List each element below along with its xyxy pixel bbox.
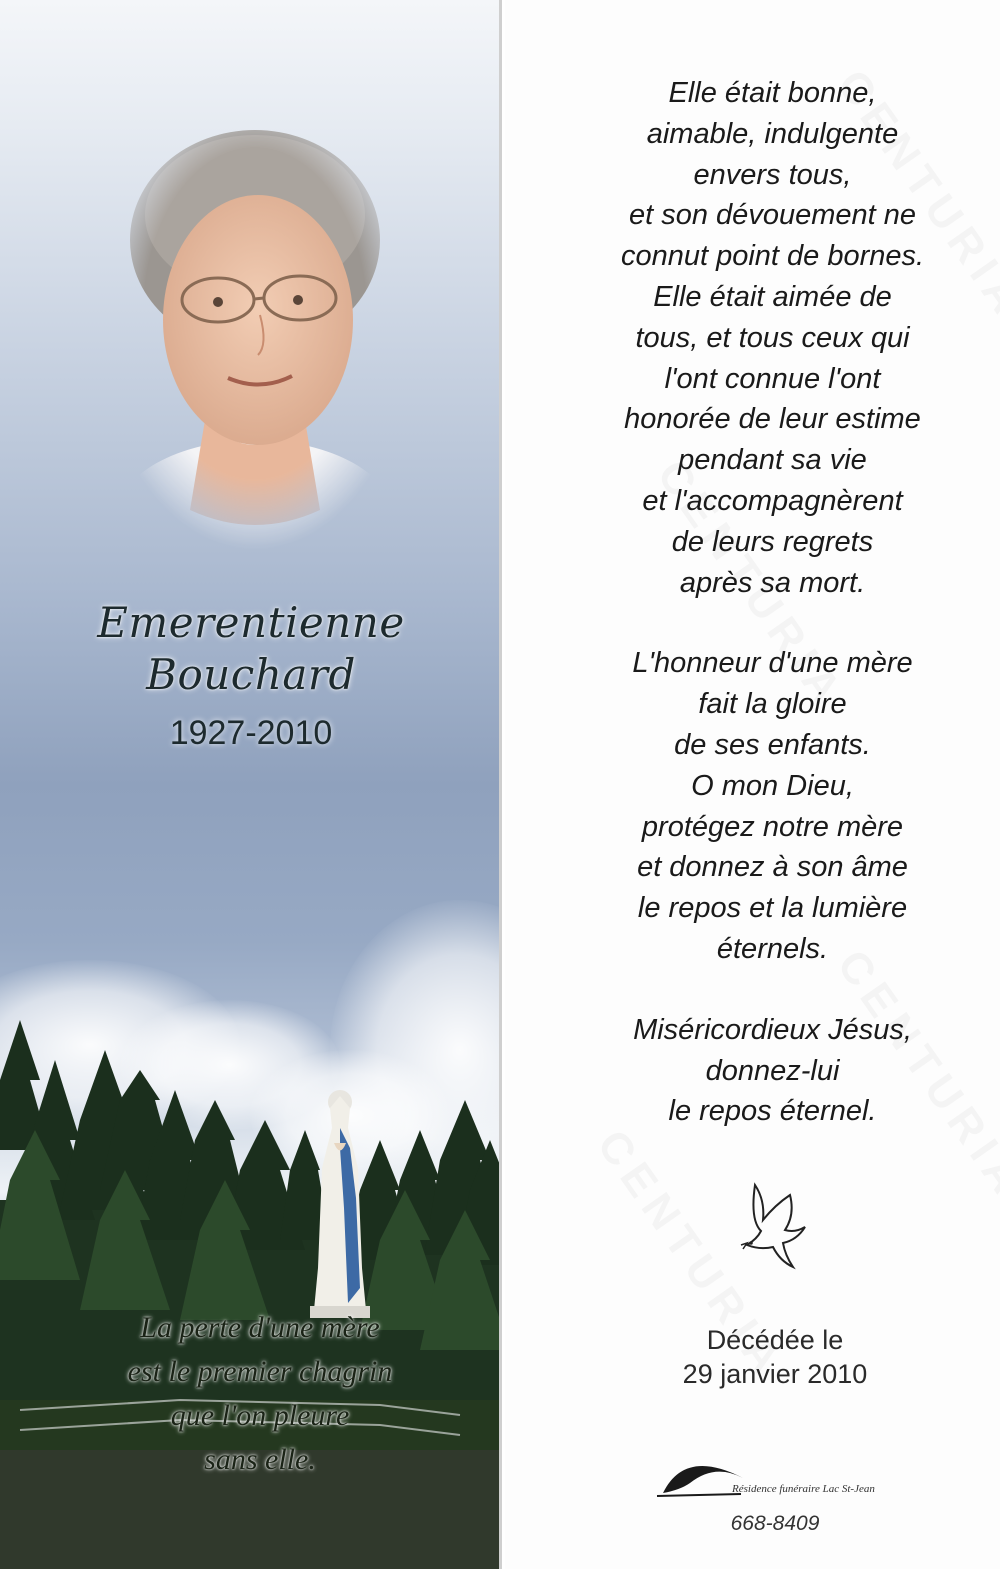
poem-line: O mon Dieu,	[691, 769, 854, 802]
dove-icon	[735, 1175, 810, 1280]
portrait-photo	[110, 120, 400, 550]
poem-line: et son dévouement ne	[629, 199, 916, 232]
forest-landscape	[0, 1020, 502, 1569]
poem-line: de leurs regrets	[671, 525, 874, 558]
poem-line: envers tous,	[693, 158, 852, 191]
poem-line: protégez notre mère	[641, 810, 904, 843]
death-label: Décédée le	[706, 1325, 844, 1355]
quote-line: que l'on pleure	[170, 1399, 350, 1432]
poem-line: Elle était aimée de	[653, 280, 892, 313]
funeral-home-name: Résidence funéraire Lac St-Jean	[732, 1483, 875, 1495]
memorial-card-back	[505, 0, 1000, 1569]
poem-line: connut point de bornes.	[620, 240, 925, 273]
deceased-last-name: Bouchard	[146, 650, 356, 699]
quote-line: est le premier chagrin	[127, 1355, 393, 1388]
quote-line: La perte d'une mère	[140, 1311, 380, 1344]
poem-line: éternels.	[716, 932, 829, 965]
quote-line: sans elle.	[204, 1443, 316, 1476]
virgin-mary-statue	[300, 1088, 380, 1318]
deceased-first-name: Emerentienne	[97, 598, 405, 647]
poem-line: aimable, indulgente	[646, 117, 899, 150]
poem-line: pendant sa vie	[678, 444, 867, 477]
phone-number: 668-8409	[730, 1512, 820, 1535]
poem-line: le repos et la lumière	[637, 892, 908, 925]
poem-line: donnez-lui	[705, 1054, 840, 1087]
poem-line: fait la gloire	[698, 688, 847, 721]
poem-line: le repos éternel.	[668, 1095, 877, 1128]
prayer-text	[505, 73, 1000, 1132]
poem-line: après sa mort.	[679, 566, 866, 599]
life-years: 1927-2010	[169, 714, 333, 752]
memorial-quote	[90, 1306, 430, 1482]
poem-line: Elle était bonne,	[668, 77, 877, 109]
poem-line: L'honneur d'une mère	[632, 647, 913, 680]
poem-line: Miséricordieux Jésus,	[633, 1013, 912, 1046]
poem-line: tous, et tous ceux qui	[635, 321, 910, 354]
death-date: 29 janvier 2010	[682, 1359, 868, 1389]
poem-line: honorée de leur estime	[624, 403, 921, 436]
poem-line: et l'accompagnèrent	[642, 484, 903, 517]
poem-line: et donnez à son âme	[637, 851, 908, 884]
poem-line: l'ont connue l'ont	[664, 362, 881, 395]
poem-line: de ses enfants.	[674, 728, 871, 761]
